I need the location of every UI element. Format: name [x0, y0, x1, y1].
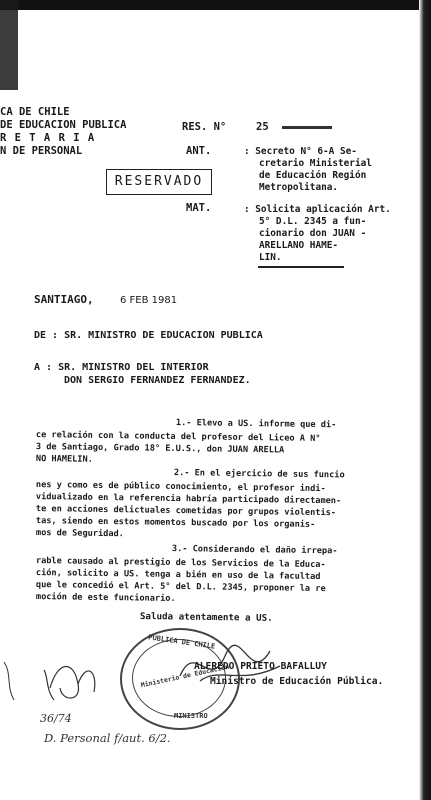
letterhead-line-2: DE EDUCACION PUBLICA — [0, 119, 127, 131]
para3-line-3: ción, solicito a US. tenga a bién en uso de la facultad — [35, 568, 321, 582]
seal-middle-text: Ministerio de Educación — [140, 662, 230, 690]
date-stamp: 6 FEB 1981 — [120, 295, 178, 306]
res-number: 25 — [256, 121, 269, 133]
para2-line-2: nes y como es de público conocimiento, el profesor indi- — [35, 480, 326, 495]
mat-underline — [258, 266, 344, 268]
para1-line-2: ce relación con la conducta del profesor del Liceo A N° — [35, 430, 321, 444]
para3-line-1: 3.- Considerando el daño irrepa- — [171, 544, 338, 557]
para2-line-4: te en acciones delictuales cometidas por grupos violentis- — [35, 504, 337, 519]
handwritten-note-2: D. Personal f/aut. 6/2. — [44, 731, 171, 745]
closing-line: Saluda atentamente a US. — [139, 611, 273, 624]
ant-line-4: Metropolitana. — [259, 182, 339, 193]
scan-edge-right — [419, 0, 431, 800]
letterhead-line-1: CA DE CHILE — [0, 106, 70, 118]
reservado-stamp: RESERVADO — [106, 169, 212, 195]
mat-label: MAT. — [186, 202, 212, 214]
para1-line-3: 3 de Santiago, Grado 18° E.U.S., don JUAN ARELLA — [35, 442, 285, 456]
para2-line-5: tas, siendo en estos momentos buscado por los organis- — [35, 516, 316, 530]
scan-edge-left — [0, 0, 18, 90]
to-line-2: DON SERGIO FERNANDEZ FERNANDEZ. — [64, 375, 251, 386]
initials-scribble — [38, 640, 118, 710]
para2-line-1: 2.- En el ejercicio de sus funcio — [173, 468, 345, 481]
letterhead-line-4: N DE PERSONAL — [0, 145, 83, 157]
para1-line-1: 1.- Elevo a US. informe que di- — [175, 418, 337, 431]
margin-mark — [0, 656, 22, 706]
mat-line-4: ARELLANO HAME- — [259, 240, 339, 251]
para2-line-6: mos de Seguridad. — [35, 528, 124, 540]
seal-bottom-text: MINISTRO — [174, 712, 208, 720]
mat-line-2: 5° D.L. 2345 a fun- — [259, 216, 367, 227]
mat-line-3: cionario don JUAN - — [259, 228, 367, 239]
redacted-mark — [282, 126, 332, 129]
ant-line-2: cretario Ministerial — [259, 158, 372, 169]
ant-line-3: de Educación Región — [259, 170, 367, 181]
res-label: RES. N° — [182, 121, 227, 133]
para2-line-3: vidualizado en la referencia habría participado directamen- — [35, 492, 342, 507]
signatory-name: ALFREDO PRIETO BAFALLUY — [194, 661, 327, 672]
para3-line-4: que le concedió el Art. 5° del D.L. 2345, proponer la re — [35, 580, 326, 595]
ant-line-1: : Secreto N° 6-A Se- — [244, 146, 357, 157]
seal-top-text: PUBLICA DE CHILE — [147, 633, 216, 651]
letterhead-line-3: R E T A R I A — [0, 132, 96, 144]
place: SANTIAGO, — [34, 293, 94, 306]
para3-line-5: moción de este funcionario. — [35, 592, 176, 604]
from-line: DE : SR. MINISTRO DE EDUCACION PUBLICA — [34, 330, 263, 341]
ant-label: ANT. — [186, 145, 212, 157]
signatory-title: Ministro de Educación Pública. — [210, 676, 384, 687]
to-line-1: A : SR. MINISTRO DEL INTERIOR — [34, 362, 209, 373]
para3-line-2: rable causado al prestigio de los Servicios de la Educa- — [35, 556, 326, 571]
mat-line-5: LIN. — [259, 252, 282, 263]
scan-edge-top — [0, 0, 431, 10]
para1-line-4: NO HAMELIN. — [35, 454, 93, 465]
mat-line-1: : Solicita aplicación Art. — [244, 204, 391, 215]
handwritten-note-1: 36/74 — [40, 712, 72, 725]
